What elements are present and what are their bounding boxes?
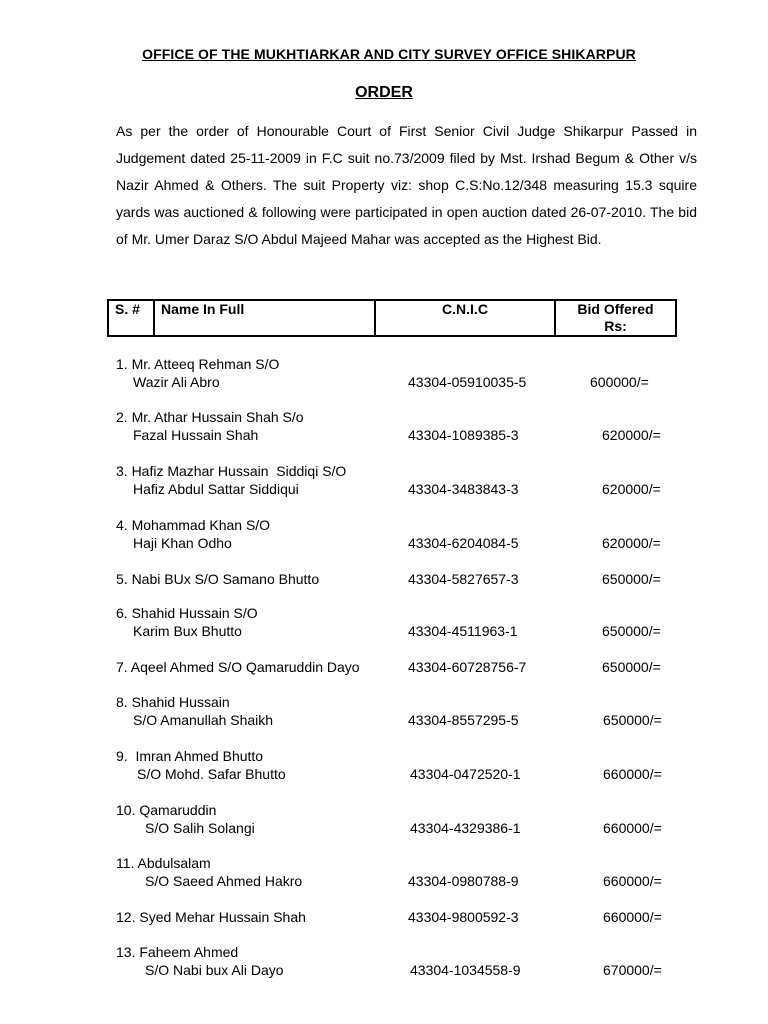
column-header-cnic: C.N.I.C	[375, 300, 555, 336]
table-header-row	[108, 300, 676, 336]
bidder-name-line2: Haji Khan Odho	[133, 535, 232, 551]
intro-paragraph: As per the order of Honourable Court of First Senior Civil Judge Shikarpur Passed in Judgement dated 25-11-2009 in F.C suit no.73/2009 filed by Mst. Irshad Begum & Other v/s Nazir Ahmed & Others. The suit Property viz: shop C.S:No.12/348 measuring 15.3 squire yards was auctioned & following were participated in open auction dated 26-07-2010. The bid of Mr. Umer Daraz S/O Abdul Majeed Mahar was accepted as the Highest Bid.	[116, 123, 697, 247]
column-header-sno: S. #	[108, 300, 154, 336]
bidder-cnic: 43304-0980788-9	[408, 873, 519, 889]
bidder-cnic: 43304-3483843-3	[408, 481, 519, 497]
bidder-bid-amount: 660000/=	[603, 820, 662, 836]
bidder-cnic: 43304-1089385-3	[408, 427, 519, 443]
bidder-cnic: 43304-0472520-1	[410, 766, 521, 782]
bidder-bid-amount: 620000/=	[602, 535, 661, 551]
bidder-bid-amount: 670000/=	[603, 962, 662, 978]
bidder-cnic: 43304-8557295-5	[408, 712, 519, 728]
bidder-name-line1: 11. Abdulsalam	[116, 855, 211, 871]
bidder-name-line2: Karim Bux Bhutto	[133, 623, 242, 639]
bidder-name-line2: S/O Nabi bux Ali Dayo	[145, 962, 284, 978]
bidder-cnic: 43304-4511963-1	[408, 623, 518, 639]
bidder-cnic: 43304-1034558-9	[410, 962, 521, 978]
bidder-bid-amount: 660000/=	[603, 909, 662, 925]
column-header-bid-line1: Bid Offered	[577, 301, 654, 317]
bidder-bid-amount: 600000/=	[590, 374, 649, 390]
bidder-bid-amount: 660000/=	[603, 873, 662, 889]
office-title: OFFICE OF THE MUKHTIARKAR AND CITY SURVEY OFFICE SHIKARPUR	[142, 46, 636, 62]
bidders-table-header	[107, 299, 677, 337]
bidder-bid-amount: 620000/=	[602, 427, 661, 443]
bidder-cnic: 43304-9800592-3	[408, 909, 519, 925]
bidder-bid-amount: 650000/=	[602, 571, 661, 587]
bidder-name-line2: Fazal Hussain Shah	[133, 427, 259, 443]
bidder-cnic: 43304-60728756-7	[408, 659, 527, 675]
bidder-bid-amount: 650000/=	[603, 712, 662, 728]
bidder-name-line2: S/O Mohd. Safar Bhutto	[137, 766, 286, 782]
bidder-name-line2: S/O Saeed Ahmed Hakro	[145, 873, 303, 889]
bidder-name-line1: 10. Qamaruddin	[116, 802, 217, 818]
bidder-name-line1: 12. Syed Mehar Hussain Shah	[116, 909, 306, 925]
bidder-name-line2: S/O Salih Solangi	[145, 820, 255, 836]
bidder-name-line1: 5. Nabi BUx S/O Samano Bhutto	[116, 571, 320, 587]
bidder-bid-amount: 650000/=	[602, 659, 661, 675]
bidder-bid-amount: 650000/=	[602, 623, 661, 639]
bidder-name-line1: 3. Hafiz Mazhar Hussain Siddiqi S/O	[116, 463, 347, 479]
bidder-name-line2: S/O Amanullah Shaikh	[133, 712, 274, 728]
bidder-name-line2: Wazir Ali Abro	[133, 374, 220, 390]
bidder-name-line1: 4. Mohammad Khan S/O	[116, 517, 271, 533]
column-header-bid	[555, 300, 676, 336]
bidder-cnic: 43304-5827657-3	[408, 571, 519, 587]
bidder-bid-amount: 620000/=	[602, 481, 661, 497]
bidder-name-line1: 13. Faheem Ahmed	[116, 944, 239, 960]
bidder-name-line1: 2. Mr. Athar Hussain Shah S/o	[116, 409, 304, 425]
column-header-name: Name In Full	[154, 300, 375, 336]
order-title: ORDER	[355, 84, 413, 101]
bidder-name-line1: 8. Shahid Hussain	[116, 694, 230, 710]
bidder-cnic: 43304-05910035-5	[408, 374, 527, 390]
bidder-cnic: 43304-4329386-1	[410, 820, 521, 836]
bidder-bid-amount: 660000/=	[603, 766, 662, 782]
bidder-name-line1: 6. Shahid Hussain S/O	[116, 605, 258, 621]
column-header-bid-line2: Rs:	[604, 318, 627, 334]
bidder-name-line2: Hafiz Abdul Sattar Siddiqui	[133, 481, 299, 497]
bidder-name-line1: 1. Mr. Atteeq Rehman S/O	[116, 356, 280, 372]
bidder-cnic: 43304-6204084-5	[408, 535, 519, 551]
bidder-name-line1: 7. Aqeel Ahmed S/O Qamaruddin Dayo	[116, 659, 360, 675]
bidder-name-line1: 9. Imran Ahmed Bhutto	[116, 748, 264, 764]
